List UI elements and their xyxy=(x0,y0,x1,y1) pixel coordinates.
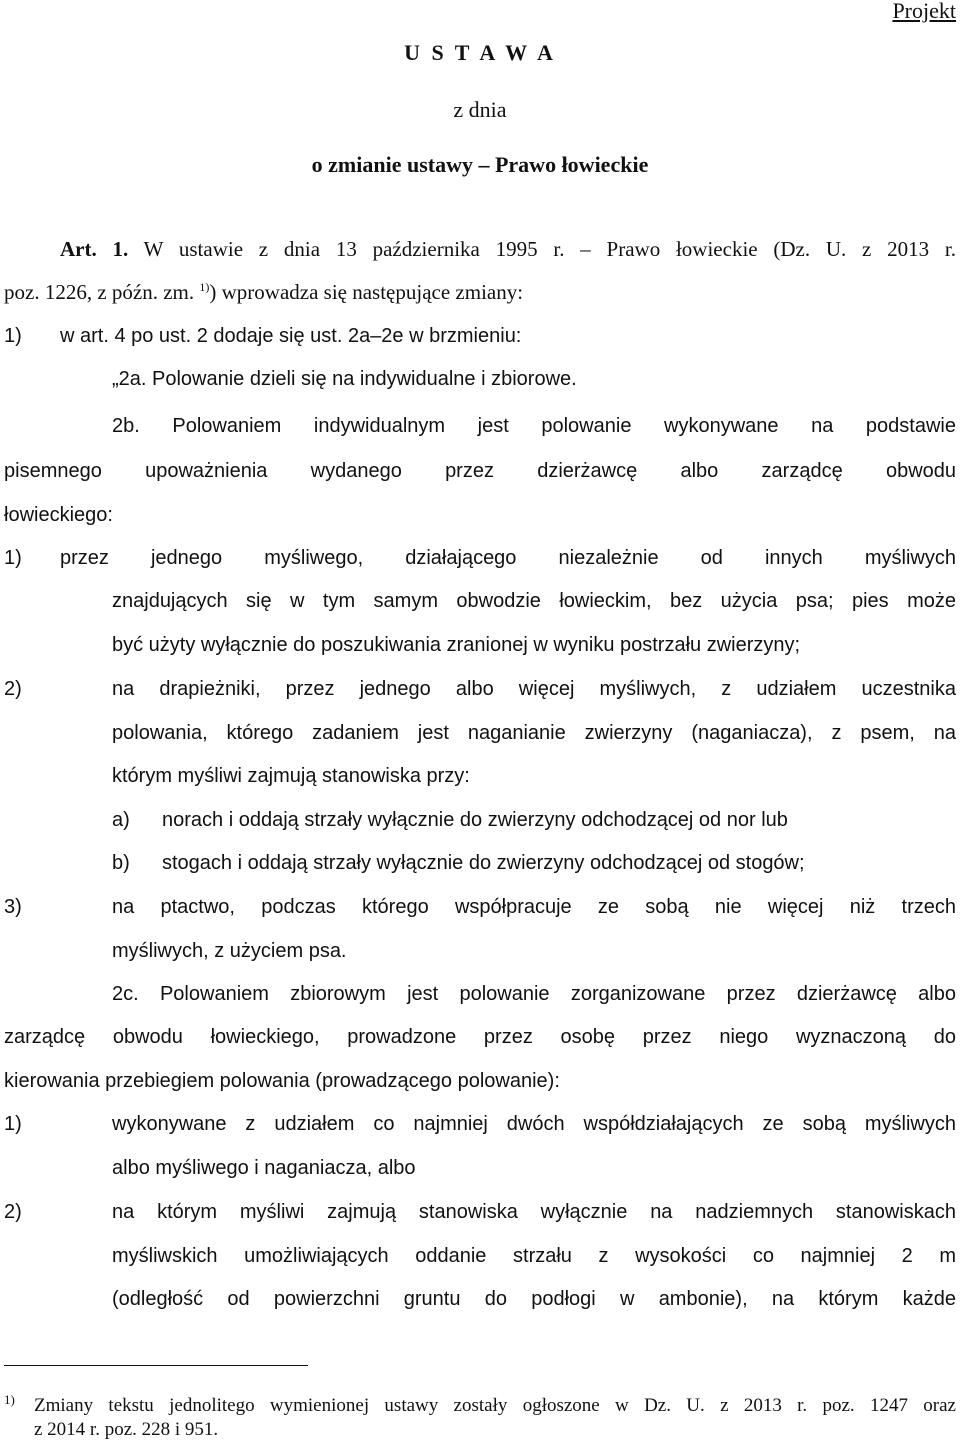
ust-2b-line2: pisemnego upoważnienia wydanego przez dzierżawcę albo zarządcę obwodu xyxy=(4,460,956,482)
ust-2c-line1: 2c. Polowaniem zbiorowym jest polowanie zorganizowane przez dzierżawcę albo xyxy=(112,983,956,1005)
ust-2c-point2-number: 2) xyxy=(4,1201,22,1223)
ust-2b-line1: 2b. Polowaniem indywidualnym jest polowanie wykonywane na podstawie xyxy=(112,415,956,437)
ust-2b-point1-number: 1) xyxy=(4,547,22,569)
footnote-line2: z 2014 r. poz. 228 i 951. xyxy=(34,1419,219,1440)
ust-2b-point2-line2: polowania, którego zadaniem jest naganianie zwierzyny (naganiacza), z psem, na xyxy=(112,722,956,744)
ust-2c-point2-line1: na którym myśliwi zajmują stanowiska wyłącznie na nadziemnych stanowiskach xyxy=(112,1201,956,1223)
ust-2b-point2-number: 2) xyxy=(4,678,22,700)
art1-line1-text: W ustawie z dnia 13 października 1995 r. – Prawo łowieckie (Dz. U. z 2013 r. xyxy=(143,237,957,261)
art1-line2 xyxy=(4,279,523,305)
letter-b-number: b) xyxy=(112,852,130,874)
ust-2b-point3-line2: myśliwych, z użyciem psa. xyxy=(112,940,347,962)
ust-2b-point1-line3: być użyty wyłącznie do poszukiwania zranionej w wyniku postrzału zwierzyny; xyxy=(112,634,801,656)
document-date: z dnia xyxy=(453,97,507,122)
point-1-number: 1) xyxy=(4,325,22,347)
footnote-mark: 1) xyxy=(4,1392,15,1407)
art1-line2-end: ) wprowadza się następujące zmiany: xyxy=(209,280,524,304)
letter-a-number: a) xyxy=(112,809,130,831)
ust-2b-point3-line1: na ptactwo, podczas którego współpracuje ze sobą nie więcej niż trzech xyxy=(112,896,956,918)
ust-2c-line2: zarządcę obwodu łowieckiego, prowadzone przez osobę przez niego wyznaczoną do xyxy=(4,1026,956,1048)
art1-label: Art. 1. xyxy=(60,237,129,261)
art1-line1 xyxy=(60,236,956,262)
ust-2b-point3-number: 3) xyxy=(4,896,22,918)
footnote-line1: Zmiany tekstu jednolitego wymienionej ustawy zostały ogłoszone w Dz. U. z 2013 r. poz. 1247 oraz xyxy=(34,1395,956,1416)
ust-2a-text: „2a. Polowanie dzieli się na indywidualne i zbiorowe. xyxy=(112,368,577,390)
ust-2c-point1-number: 1) xyxy=(4,1113,22,1135)
letter-a-text: norach i oddają strzały wyłącznie do zwierzyny odchodzącej od nor lub xyxy=(162,809,788,831)
ust-2b-point1-line1: przez jednego myśliwego, działającego niezależnie od innych myśliwych xyxy=(60,547,956,569)
ust-2c-point1-line2: albo myśliwego i naganiacza, albo xyxy=(112,1157,416,1179)
ust-2c-point2-line3: (odległość od powierzchni gruntu do podłogi w ambonie), na którym każde xyxy=(112,1288,956,1310)
ust-2b-line3: łowieckiego: xyxy=(4,504,113,526)
point-1-text: w art. 4 po ust. 2 dodaje się ust. 2a–2e w brzmieniu: xyxy=(60,325,522,347)
ust-2b-point2-line3: którym myśliwi zajmują stanowiska przy: xyxy=(112,765,470,787)
footnote-separator xyxy=(4,1365,308,1366)
ust-2c-point1-line1: wykonywane z udziałem co najmniej dwóch współdziałających ze sobą myśliwych xyxy=(112,1113,956,1135)
document-title: U S T A W A xyxy=(404,40,556,65)
ust-2c-point2-line2: myśliwskich umożliwiających oddanie strzału z wysokości co najmniej 2 m xyxy=(112,1245,956,1267)
ust-2b-point1-line2: znajdujących się w tym samym obwodzie łowieckim, bez użycia psa; pies może xyxy=(112,590,956,612)
projekt-label: Projekt xyxy=(892,0,956,23)
ust-2b-point2-line1: na drapieżniki, przez jednego albo więcej myśliwych, z udziałem uczestnika xyxy=(112,678,956,700)
ust-2c-line3: kierowania przebiegiem polowania (prowadzącego polowanie): xyxy=(4,1070,560,1092)
footnote-ref: 1) xyxy=(199,280,210,294)
art1-line2-text: poz. 1226, z późn. zm. xyxy=(4,280,195,304)
letter-b-text: stogach i oddają strzały wyłącznie do zwierzyny odchodzącej od stogów; xyxy=(162,852,805,874)
document-subject: o zmianie ustawy – Prawo łowieckie xyxy=(311,152,649,177)
